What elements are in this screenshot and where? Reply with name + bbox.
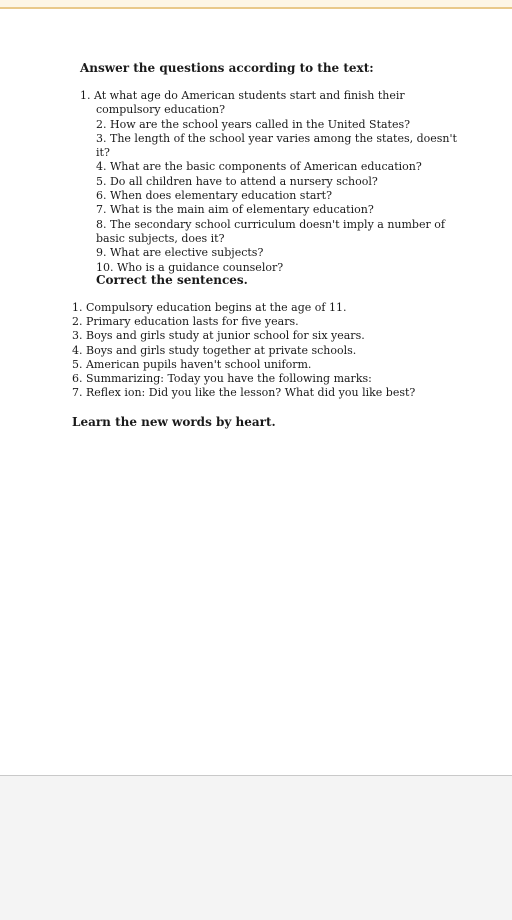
sentence-item-4: 4. Boys and girls study together at private schools. <box>72 343 357 357</box>
question-item-9: 9. What are elective subjects? <box>96 246 264 260</box>
viewer-background <box>0 775 512 920</box>
questions-list <box>80 89 460 275</box>
question-item-1: 1. At what age do American students start and finish their compulsory education? <box>80 89 405 117</box>
questions-heading: Answer the questions according to the text: <box>80 61 374 75</box>
question-item-6: 6. When does elementary education start? <box>96 189 332 203</box>
top-banner <box>0 0 512 9</box>
question-item-5: 5. Do all children have to attend a nursery school? <box>96 174 378 188</box>
question-item-10: 10. Who is a guidance counselor? <box>96 260 284 274</box>
sentence-item-1: 1. Compulsory education begins at the age of 11. <box>72 301 347 314</box>
question-item-7: 7. What is the main aim of elementary education? <box>96 203 374 217</box>
sentence-item-5: 5. American pupils haven't school uniform. <box>72 357 312 371</box>
sentence-item-2: 2. Primary education lasts for five years. <box>72 315 299 329</box>
sentence-item-7: 7. Reflex ion: Did you like the lesson? What did you like best? <box>72 386 416 400</box>
question-item-8: 8. The secondary school curriculum doesn't imply a number of basic subjects, does it? <box>96 217 445 245</box>
homework-heading: Learn the new words by heart. <box>72 415 276 429</box>
question-item-4: 4. What are the basic components of American education? <box>96 160 422 174</box>
question-item-3: 3. The length of the school year varies among the states, doesn't it? <box>96 131 457 160</box>
question-item-2: 2. How are the school years called in the United States? <box>96 117 411 131</box>
sentence-item-3: 3. Boys and girls study at junior school for six years. <box>72 329 365 343</box>
sentence-item-6: 6. Summarizing: Today you have the following marks: <box>72 372 372 386</box>
sentences-list <box>72 301 472 400</box>
correct-sentences-heading: Correct the sentences. <box>96 273 248 287</box>
